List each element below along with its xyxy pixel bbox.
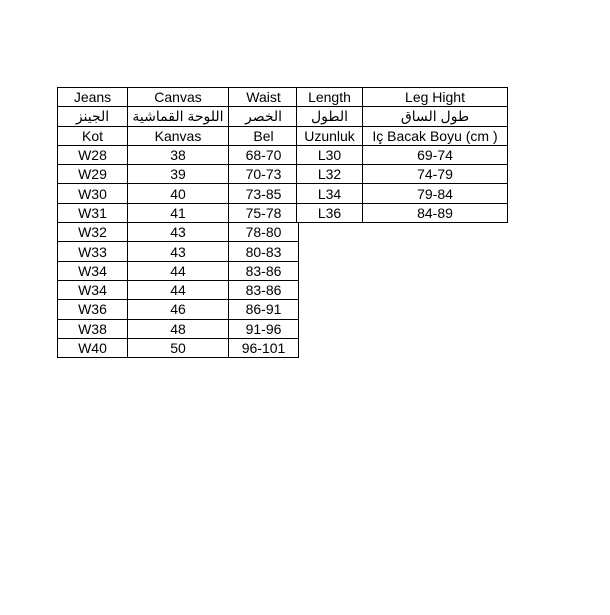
data-cell: W28: [58, 145, 128, 164]
header-cell: Length: [297, 88, 363, 107]
data-cell: W38: [58, 319, 128, 338]
jeans-waist-size-table: [57, 87, 299, 358]
table-row: [58, 165, 299, 184]
data-cell: W34: [58, 261, 128, 280]
data-cell: W33: [58, 242, 128, 261]
header-cell: Bel: [229, 126, 299, 145]
data-cell: 83-86: [229, 280, 299, 299]
data-cell: 69-74: [363, 145, 508, 164]
data-cell: W30: [58, 184, 128, 203]
table-row: [58, 223, 299, 242]
leg-length-size-table: [296, 87, 508, 223]
header-row: [58, 107, 299, 126]
data-cell: 50: [128, 338, 229, 357]
header-cell: Uzunluk: [297, 126, 363, 145]
data-cell: L34: [297, 184, 363, 203]
table-row: [58, 261, 299, 280]
header-cell: الطول: [297, 107, 363, 126]
header-cell: Iç Bacak Boyu (cm ): [363, 126, 508, 145]
data-cell: 84-89: [363, 203, 508, 222]
data-cell: 74-79: [363, 165, 508, 184]
header-cell: Leg Hight: [363, 88, 508, 107]
data-cell: 91-96: [229, 319, 299, 338]
table-row: [58, 242, 299, 261]
table-row: [297, 203, 508, 222]
data-cell: 83-86: [229, 261, 299, 280]
header-cell: طول الساق: [363, 107, 508, 126]
leg-length-table-body: [297, 88, 508, 223]
data-cell: W29: [58, 165, 128, 184]
table-row: [58, 280, 299, 299]
header-row: [297, 107, 508, 126]
data-cell: 48: [128, 319, 229, 338]
data-cell: 44: [128, 280, 229, 299]
data-cell: 40: [128, 184, 229, 203]
header-row: [297, 88, 508, 107]
data-cell: 80-83: [229, 242, 299, 261]
data-cell: 41: [128, 203, 229, 222]
data-cell: 73-85: [229, 184, 299, 203]
data-cell: 86-91: [229, 300, 299, 319]
header-cell: الخصر: [229, 107, 299, 126]
data-cell: 70-73: [229, 165, 299, 184]
jeans-waist-table-body: [58, 88, 299, 358]
data-cell: W36: [58, 300, 128, 319]
data-cell: 38: [128, 145, 229, 164]
table-row: [58, 145, 299, 164]
table-row: [297, 165, 508, 184]
data-cell: W32: [58, 223, 128, 242]
data-cell: W34: [58, 280, 128, 299]
header-cell: Kot: [58, 126, 128, 145]
data-cell: 46: [128, 300, 229, 319]
table-row: [58, 184, 299, 203]
header-cell: اللوحة القماشية: [128, 107, 229, 126]
data-cell: 79-84: [363, 184, 508, 203]
data-cell: 43: [128, 242, 229, 261]
table-row: [297, 145, 508, 164]
data-cell: 68-70: [229, 145, 299, 164]
table-row: [58, 203, 299, 222]
data-cell: L30: [297, 145, 363, 164]
data-cell: 39: [128, 165, 229, 184]
data-cell: L32: [297, 165, 363, 184]
header-cell: Canvas: [128, 88, 229, 107]
data-cell: 44: [128, 261, 229, 280]
header-cell: Jeans: [58, 88, 128, 107]
table-row: [58, 300, 299, 319]
header-row: [58, 88, 299, 107]
table-row: [297, 184, 508, 203]
header-cell: الجينز: [58, 107, 128, 126]
data-cell: 43: [128, 223, 229, 242]
header-cell: Kanvas: [128, 126, 229, 145]
data-cell: 96-101: [229, 338, 299, 357]
data-cell: 78-80: [229, 223, 299, 242]
data-cell: W40: [58, 338, 128, 357]
table-row: [58, 338, 299, 357]
header-row: [297, 126, 508, 145]
data-cell: L36: [297, 203, 363, 222]
data-cell: 75-78: [229, 203, 299, 222]
table-row: [58, 319, 299, 338]
data-cell: W31: [58, 203, 128, 222]
header-row: [58, 126, 299, 145]
header-cell: Waist: [229, 88, 299, 107]
